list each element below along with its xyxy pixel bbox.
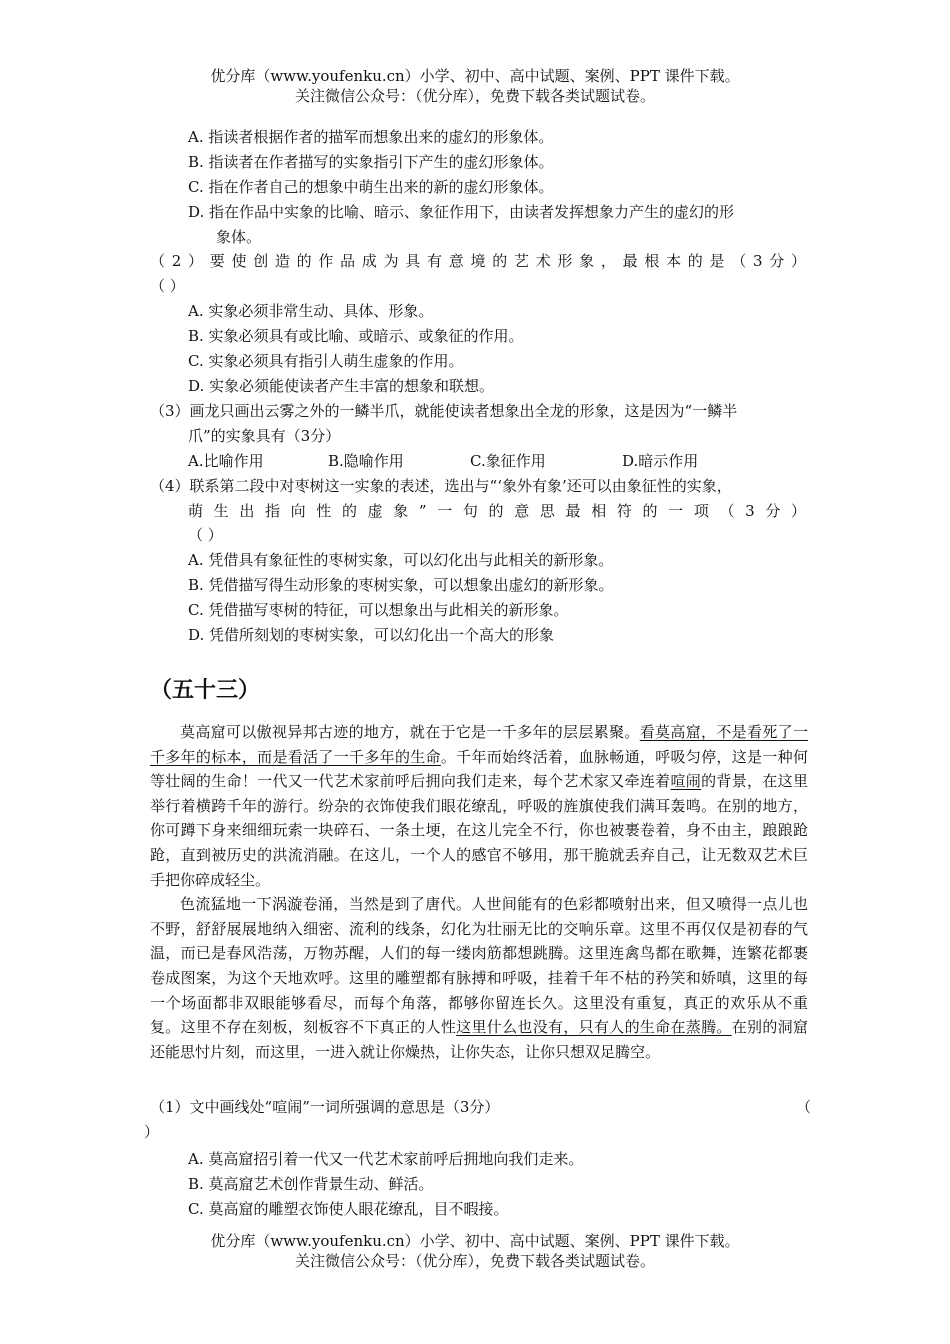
footer-line-2: 关注微信公众号：（优分库），免费下载各类试题试卷。 [294, 1252, 655, 1270]
underlined-sentence: 看莫高窟，不是看死了一千多年的标本，而是看活了一千多年的生命 [150, 723, 808, 766]
q3-option-d: D.暗示作用 [622, 452, 699, 470]
q2-option-b: B. 实象必须具有或比喻、或暗示、或象征的作用。 [188, 327, 524, 345]
q1-option-d-cont: 象体。 [216, 228, 262, 246]
q53-1-stem: （1）文中画线处“喧闹”一词所强调的意思是（3分） [150, 1098, 500, 1116]
passage [150, 720, 808, 1064]
header-line-2: 关注微信公众号：（优分库），免费下载各类试题试卷。 [294, 87, 655, 105]
q3-stem: （3）画龙只画出云雾之外的一鳞半爪，就能使读者想象出全龙的形象，这是因为“一鳞半 [150, 402, 738, 420]
q2-stem: （2）要使创造的作品成为具有意境的艺术形象，最根本的是（3分） [150, 252, 806, 270]
passage-paragraph-1: 莫高窟可以傲视异邦古迹的地方，就在于它是一千多年的层层累聚。看莫高窟，不是看死了一千多年的标本，而是看活了一千多年的生命。千年而始终活着，血脉畅通，呼吸匀停，这是一种何等壮阔的生命！一代又一代艺术家前呼后拥向我们走来，每个艺术家又牵连着喧闹的背景，在这里举行着横跨千年的游行。纷杂的衣饰使我们眼花缭乱，呼吸的旌旗使我们满耳轰鸣。在别的地方，你可蹲下身来细细玩索一块碎石、一条土埂，在这儿完全不行，你也被裹卷着，身不由主，踉踉跄跄，直到被历史的洪流消融。在这儿，一个人的感官不够用，那干脆就丢弃自己，让无数双艺术巨手把你碎成轻尘。 [150, 723, 808, 889]
q1-option-a: A. 指读者根据作者的描军而想象出来的虚幻的形象体。 [188, 128, 554, 146]
page-header [0, 66, 950, 106]
q3-option-b: B.隐喻作用 [328, 452, 404, 470]
q3-option-a: A.比喻作用 [188, 452, 264, 470]
q4-stem-cont: 萌生出指向性的虚象”一句的意思最相符的一项（3分） [188, 502, 806, 520]
q1-option-b: B. 指读者在作者描写的实象指引下产生的虚幻形象体。 [188, 153, 554, 171]
q4-stem: （4）联系第二段中对枣树这一实象的表述，选出与“‘象外有象’还可以由象征性的实象， [150, 477, 732, 495]
q4-option-c: C. 凭借描写枣树的特征，可以想象出与此相关的新形象。 [188, 601, 569, 619]
section-title: （五十三） [150, 678, 261, 703]
header-line-1: 优分库（www.youfenku.cn）小学、初中、高中试题、案例、PPT 课件下载。 [210, 67, 740, 85]
q53-1-option-c: C. 莫高窟的雕塑衣饰使人眼花缭乱，目不暇接。 [188, 1200, 509, 1218]
footer-line-1: 优分库（www.youfenku.cn）小学、初中、高中试题、案例、PPT 课件下载。 [210, 1232, 740, 1250]
q4-option-a: A. 凭借具有象征性的枣树实象，可以幻化出与此相关的新形象。 [188, 551, 614, 569]
passage-paragraph-2: 色流猛地一下涡漩卷涌，当然是到了唐代。人世间能有的色彩都喷射出来，但又喷得一点儿也不野，舒舒展展地纳入细密、流利的线条，幻化为壮丽无比的交响乐章。这里不再仅仅是初春的气温，而已是春风浩荡，万物苏醒，人们的每一缕肉筋都想跳腾。这里连禽鸟都在歌舞，连繁花都裹卷成图案，为这个天地欢呼。这里的雕塑都有脉搏和呼吸，挂着千年不枯的矜笑和娇嗔，这里的每一个场面都非双眼能够看尽，而每个角落，都够你留连长久。这里没有重复，真正的欢乐从不重复。这里不存在刻板，刻板容不下真正的人性这里什么也没有，只有人的生命在蒸腾。在别的洞窟还能思忖片刻，而这里，一进入就让你燥热，让你失态，让你只想双足腾空。 [150, 895, 808, 1061]
q3-option-c: C.象征作用 [470, 452, 546, 470]
underlined-sentence-2: 这里什么也没有，只有人的生命在蒸腾。 [456, 1018, 732, 1037]
q4-option-b: B. 凭借描写得生动形象的枣树实象，可以想象出虚幻的新形象。 [188, 576, 614, 594]
q4-option-d: D. 凭借所刻划的枣树实象，可以幻化出一个高大的形象 [188, 626, 555, 644]
q1-option-c: C. 指在作者自己的想象中萌生出来的新的虚幻形象体。 [188, 178, 554, 196]
page-footer [0, 1231, 950, 1271]
q2-option-a: A. 实象必须非常生动、具体、形象。 [188, 302, 434, 320]
q53-1-paren-open: （ [796, 1098, 812, 1116]
q4-answer-paren: （ ） [188, 526, 223, 544]
q3-options [188, 450, 748, 472]
q2-answer-paren: （ ） [150, 277, 185, 295]
q53-1-option-b: B. 莫高窟艺术创作背景生动、鲜活。 [188, 1175, 434, 1193]
q3-stem-cont: 爪”的实象具有（3分） [188, 427, 341, 445]
underlined-word-xuannao: 喧闹 [670, 772, 702, 791]
q2-option-c: C. 实象必须具有指引人萌生虚象的作用。 [188, 352, 464, 370]
q2-option-d: D. 实象必须能使读者产生丰富的想象和联想。 [188, 377, 495, 395]
q1-option-d: D. 指在作品中实象的比喻、暗示、象征作用下，由读者发挥想象力产生的虚幻的形 [188, 203, 735, 221]
q53-1-paren-close: ） [144, 1123, 160, 1141]
q53-1-option-a: A. 莫高窟招引着一代又一代艺术家前呼后拥地向我们走来。 [188, 1150, 584, 1168]
